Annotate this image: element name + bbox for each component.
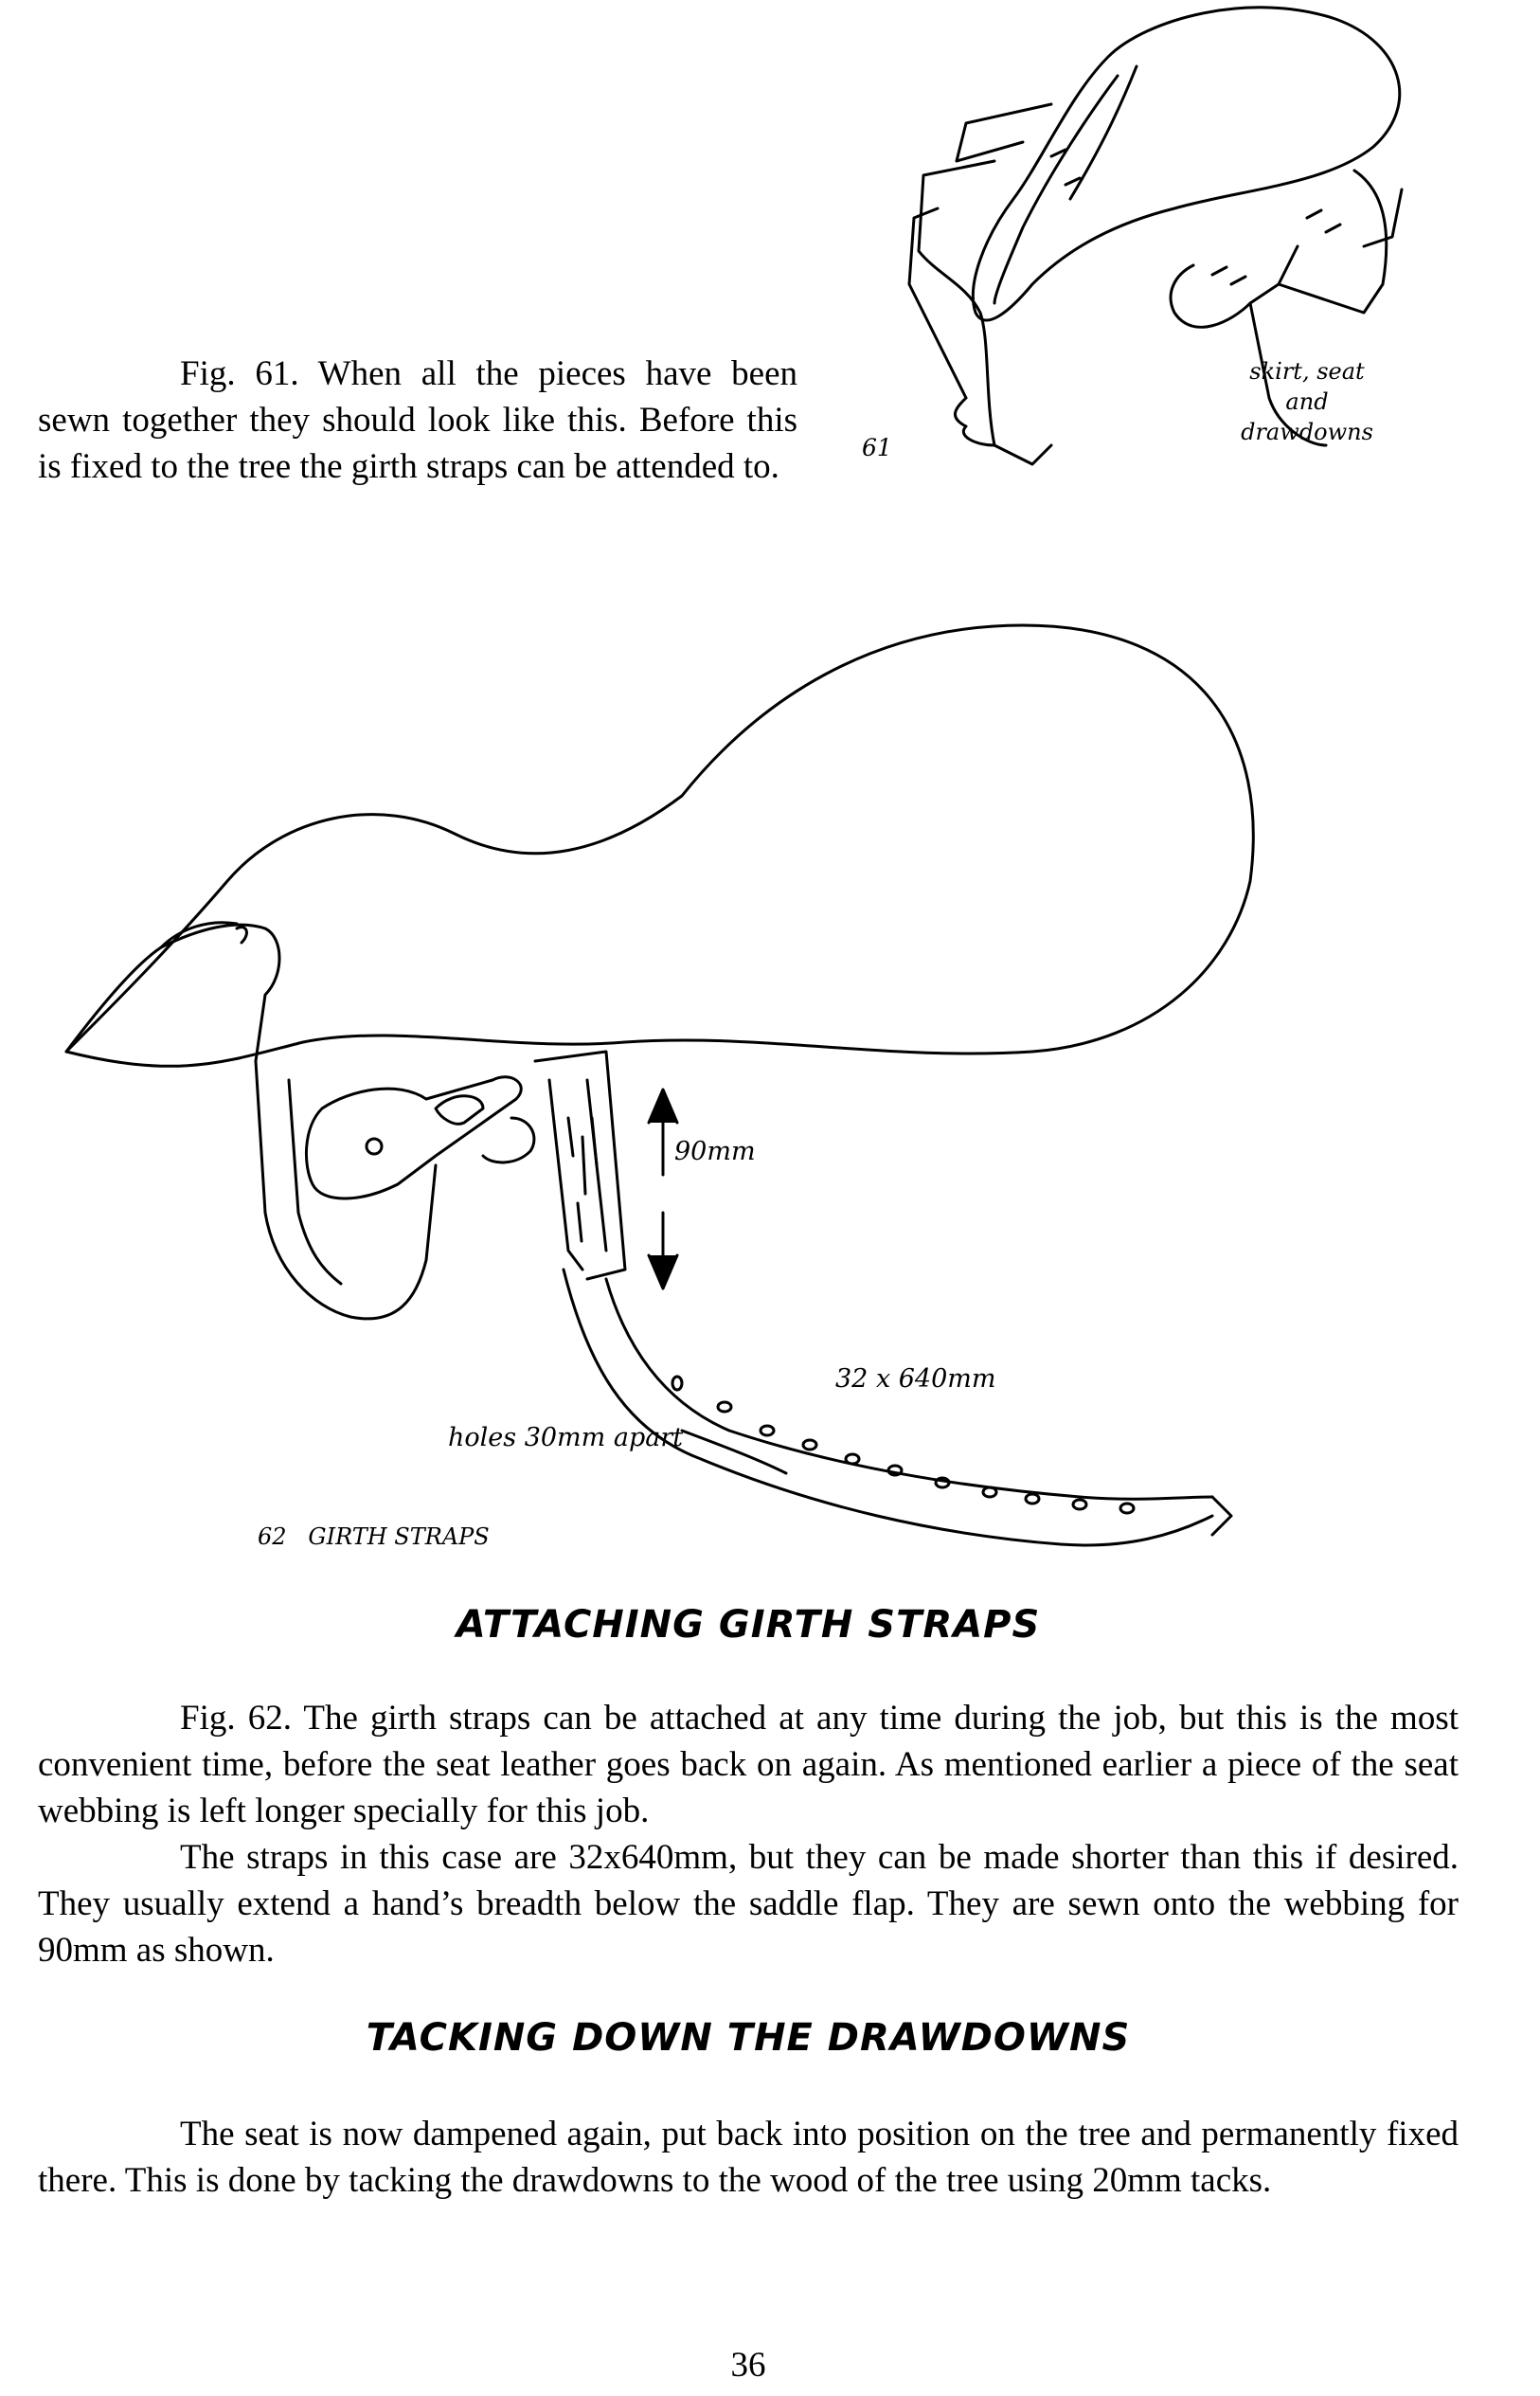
fig61-caption (38, 351, 797, 490)
fig62-strap-measure: 32 x 640mm (835, 1364, 996, 1394)
fig61-caption-text: Fig. 61. When all the pieces have been sewn together they should look like this. Before this is fixed to the tree the girth straps can be attended to. (38, 354, 797, 486)
fig61-drawing-label: skirt, seat and drawdowns (1241, 358, 1373, 445)
fig61-number-label: 61 (862, 434, 892, 461)
section1-paragraph-2: The straps in this case are 32x640mm, but they can be made shorter than this if desired. They usually extend a hand’s breadth below the saddle flap. They are sewn onto the webbing for 90mm as shown. (38, 1838, 1459, 1970)
fig62-holes-label: holes 30mm apart (448, 1423, 684, 1452)
page-number: 36 (730, 2346, 766, 2385)
section1-body (38, 1695, 1459, 1973)
section-heading-attaching-girth-straps: ATTACHING GIRTH STRAPS (456, 1603, 1041, 1647)
section1-paragraph-1: Fig. 62. The girth straps can be attached at any time during the job, but this is the most convenient time, before the seat leather goes back on again. As mentioned earlier a piece of the seat webbing is left longer specially for this job. (38, 1699, 1459, 1830)
fig62-height-measure: 90mm (674, 1137, 756, 1166)
section2-body (38, 2111, 1459, 2204)
section2-paragraph-1: The seat is now dampened again, put back into position on the tree and permanently fixed there. This is done by tacking the drawdowns to the wood of the tree using 20mm tacks. (38, 2115, 1459, 2200)
fig62-figure-label: 62 GIRTH STRAPS (258, 1523, 490, 1550)
section-heading-tacking-down-drawdowns: TACKING DOWN THE DRAWDOWNS (366, 2016, 1131, 2060)
